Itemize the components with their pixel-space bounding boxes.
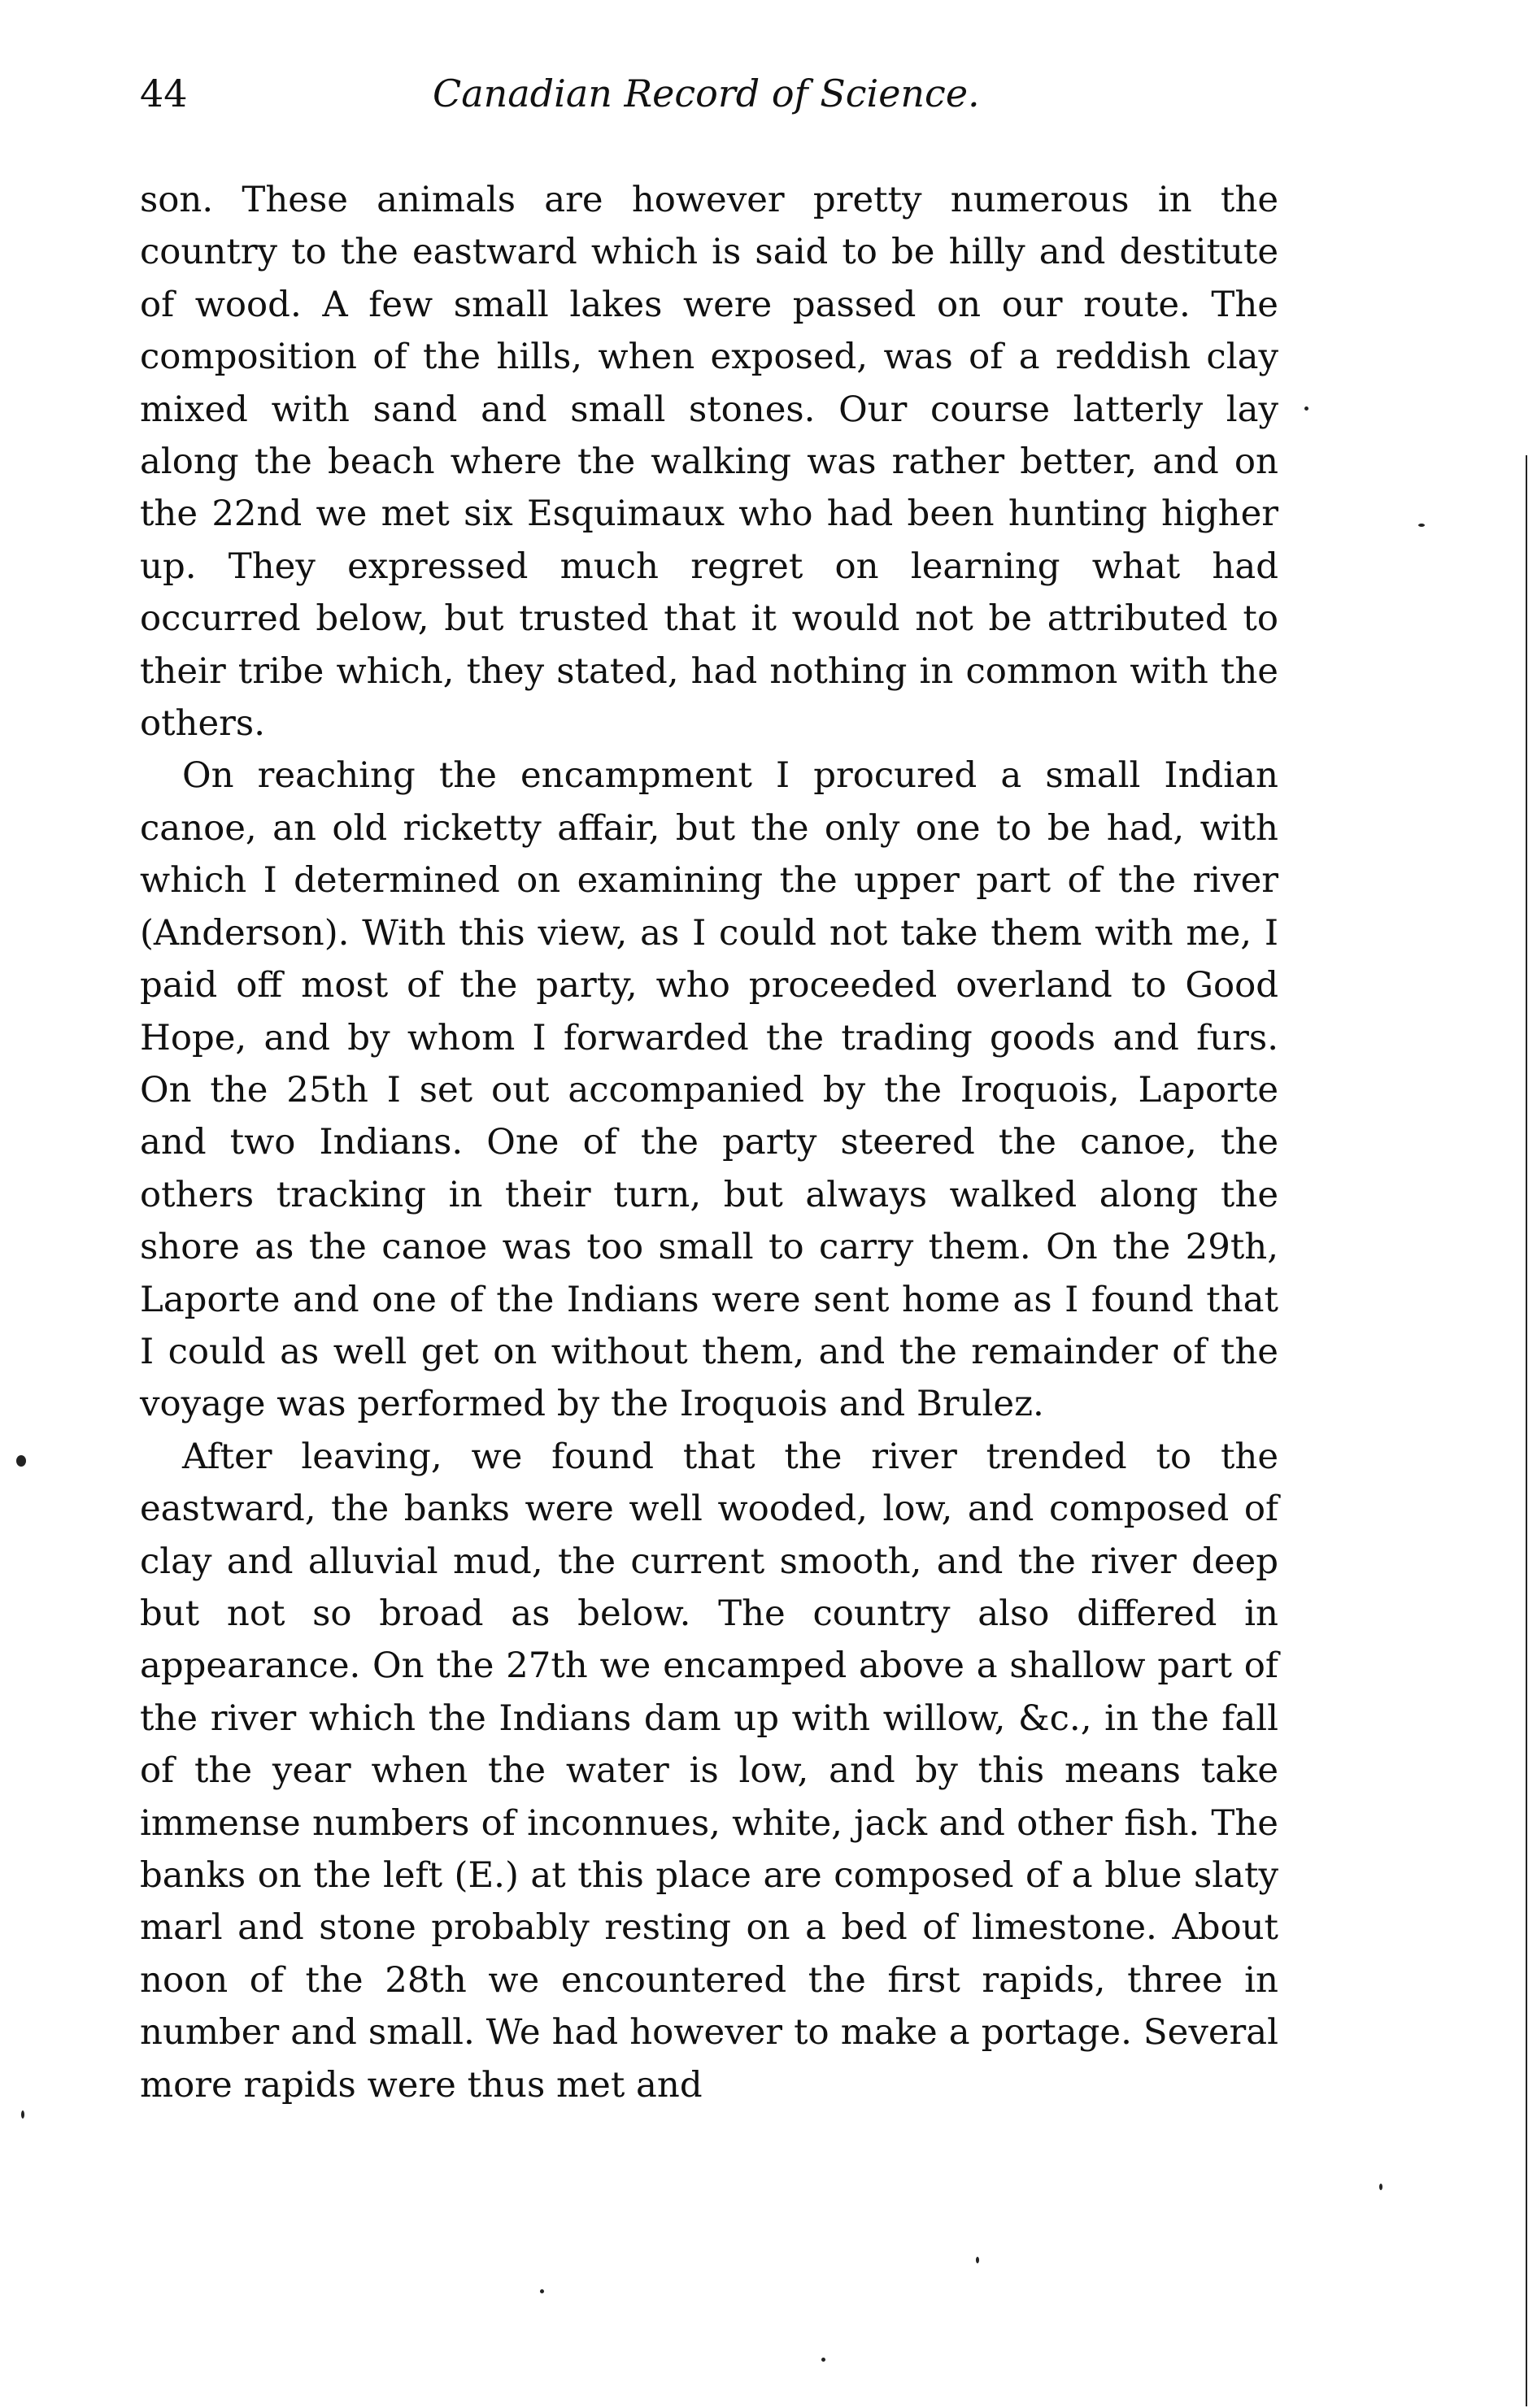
scan-speck [21, 2110, 24, 2119]
body-text [140, 174, 1278, 2111]
page-header [140, 72, 1295, 137]
running-title: Canadian Record of Science. [433, 72, 980, 115]
scan-speck [1304, 406, 1308, 411]
scan-speck [1379, 2184, 1382, 2190]
paragraph-1: son. These animals are however pretty numerous in the country to the eastward which is said to be hilly and destitute of wood. A few small lakes were passed on our route. The composition of the hills, when exposed, was of a reddish clay mixed with sand and small stones. Our course latterly lay along the beach where the walking was rather better, and on the 22nd we met six Esquimaux who had been hunting higher up. They expressed much regret on learning what had occurred below, but trusted that it would not be attributed to their tribe which, they stated, had nothing in common with the others. [140, 180, 1278, 745]
scan-speck [16, 1455, 26, 1467]
paragraph-3: After leaving, we found that the river trended to the eastward, the banks were well wooded, low, and composed of clay and alluvial mud, the current smooth, and the river deep but not so broad as below. The country also differed in appearance. On the 27th we encamped above a shallow part of the river which the Indians dam up with willow, &c., in the fall of the year when the water is low, and by this means take immense numbers of inconnues, white, jack and other fish. The banks on the left (E.) at this place are composed of a blue slaty marl and stone probably resting on a bed of limestone. About noon of the 28th we encountered the first rapids, three in number and small. We had however to make a portage. Several more rapids were thus met and [140, 1436, 1278, 2106]
scan-speck [1418, 524, 1425, 527]
scan-edge-line [1526, 455, 1527, 2406]
scan-speck [540, 2289, 544, 2293]
page-number: 44 [140, 72, 188, 115]
paragraph-2: On reaching the encampment I procured a small Indian canoe, an old ricketty affair, but the only one to be had, with which I determined on examining the upper part of the river (Anderson). With this view, as I could not take them with me, I paid off most of the party, who proceeded overland to Good Hope, and by whom I forwarded the trading goods and furs. On the 25th I set out accompanied by the Iroquois, Laporte and two Indians. One of the party steered the canoe, the others tracking in their turn, but always walked along the shore as the canoe was too small to carry them. On the 29th, Laporte and one of the Indians were sent home as I found that I could as well get on without them, and the remainder of the voyage was performed by the Iroquois and Brulez. [140, 755, 1278, 1425]
scan-speck [821, 2358, 825, 2362]
scan-speck [976, 2257, 979, 2263]
